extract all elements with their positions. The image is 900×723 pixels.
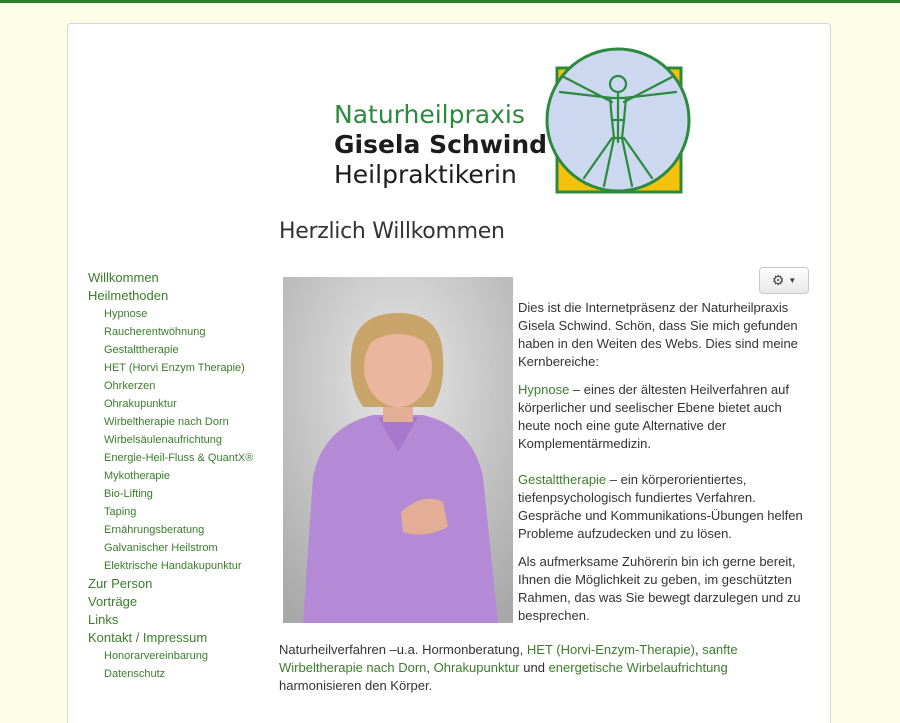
het-link[interactable]: HET (Horvi-Enzym-Therapie) <box>526 642 695 657</box>
hypnose-paragraph <box>518 381 813 453</box>
nav-subitem-wirbelsaeulenaufrichtung[interactable]: Wirbelsäulenaufrichtung <box>104 434 223 446</box>
bottom-und: und <box>519 660 549 675</box>
wirbelaufrichtung-link[interactable]: energetische Wirbelaufrichtung <box>548 660 728 675</box>
hypnose-link[interactable]: Hypnose <box>518 382 570 397</box>
gestalt-paragraph <box>518 471 813 543</box>
nav-subitem-taping[interactable]: Taping <box>104 506 137 518</box>
nav-item-vortraege[interactable]: Vorträge <box>88 594 138 609</box>
nav-subitem-ohrakupunktur[interactable]: Ohrakupunktur <box>104 398 177 410</box>
ohrakupunktur-link[interactable]: Ohrakupunktur <box>433 660 520 675</box>
gestalttherapie-link[interactable]: Gestalttherapie <box>518 472 607 487</box>
nav-subitem-elektrische-handakupunktur[interactable]: Elektrische Handakupunktur <box>104 560 242 572</box>
nav-item-zur-person[interactable]: Zur Person <box>88 576 153 591</box>
nav-subitem-raucherentwoehnung[interactable]: Raucherentwöhnung <box>104 326 206 338</box>
sidebar-nav <box>88 269 268 683</box>
page-container <box>67 23 831 723</box>
nav-subitem-honorarvereinbarung[interactable]: Honorarvereinbarung <box>104 650 208 662</box>
nav-subitem-hypnose[interactable]: Hypnose <box>104 308 148 320</box>
nav-subitem-energie-heil-fluss[interactable]: Energie-Heil-Fluss & QuantX® <box>104 452 254 464</box>
bottom-suffix: harmonisieren den Körper. <box>279 678 433 693</box>
bottom-prefix: Naturheilverfahren –u.a. Hormonberatung, <box>279 642 527 657</box>
bottom-comma-2: , <box>426 660 434 675</box>
site-logo-text[interactable] <box>334 100 547 190</box>
gestalt-description: – ein körperorientiertes, tiefenpsychologisch fundiertes Verfahren. Gespräche und Kommunikations-Übungen helfen Probleme aufzudecken und zu lösen. <box>518 472 803 541</box>
vitruvian-man-logo-icon[interactable] <box>544 46 694 196</box>
intro-paragraph: Dies ist die Internetpräsenz der Naturheilpraxis Gisela Schwind. Schön, dass Sie mich gefunden haben in den Weiten des Webs. Dies sind meine Kernbereiche: <box>518 300 798 369</box>
settings-dropdown-button[interactable] <box>759 267 809 294</box>
nav-item-willkommen[interactable]: Willkommen <box>88 270 159 285</box>
page-title: Herzlich Willkommen <box>279 219 505 244</box>
nav-subitem-gestalttherapie[interactable]: Gestalttherapie <box>104 344 179 356</box>
logo-line-name: Gisela Schwind <box>334 130 548 159</box>
nav-subitem-datenschutz[interactable]: Datenschutz <box>104 668 166 680</box>
hypnose-description: – eines der ältesten Heilverfahren auf körperlicher und seelischer Ebene bietet auch heute noch eine gute Alternative der Komplementärmedizin. <box>518 382 789 451</box>
nav-item-kontakt[interactable]: Kontakt / Impressum <box>88 630 208 645</box>
nav-subitem-het[interactable]: HET (Horvi Enzym Therapie) <box>104 362 245 374</box>
bottom-comma-1: , <box>694 642 703 657</box>
nav-subitem-wirbeltherapie[interactable]: Wirbeltherapie nach Dorn <box>104 416 229 428</box>
dorn-link[interactable]: sanfte Wirbeltherapie nach Dorn <box>279 642 738 675</box>
logo-line-title: Heilpraktikerin <box>334 160 517 189</box>
gear-icon: ⚙ <box>771 272 785 288</box>
intro-text-column <box>518 299 813 635</box>
caret-down-icon: ▼ <box>788 276 797 285</box>
nav-subitem-galvanischer-heilstrom[interactable]: Galvanischer Heilstrom <box>104 542 218 554</box>
zuhoererin-paragraph: Als aufmerksame Zuhörerin bin ich gerne bereit, Ihnen die Möglichkeit zu geben, im geschützten Rahmen, das was Sie bewegt darzulegen und zu besprechen. <box>518 554 801 623</box>
bottom-paragraph <box>279 641 809 695</box>
nav-item-heilmethoden[interactable]: Heilmethoden <box>88 288 169 303</box>
nav-subitem-mykotherapie[interactable]: Mykotherapie <box>104 470 171 482</box>
portrait-photo <box>283 277 513 623</box>
logo-line-praxis: Naturheilpraxis <box>334 100 525 129</box>
nav-subitem-bio-lifting[interactable]: Bio-Lifting <box>104 488 153 500</box>
top-accent-bar <box>0 0 900 3</box>
nav-subitem-ohrkerzen[interactable]: Ohrkerzen <box>104 380 156 392</box>
nav-item-links[interactable]: Links <box>88 612 119 627</box>
nav-subitem-ernaehrungsberatung[interactable]: Ernährungsberatung <box>104 524 205 536</box>
